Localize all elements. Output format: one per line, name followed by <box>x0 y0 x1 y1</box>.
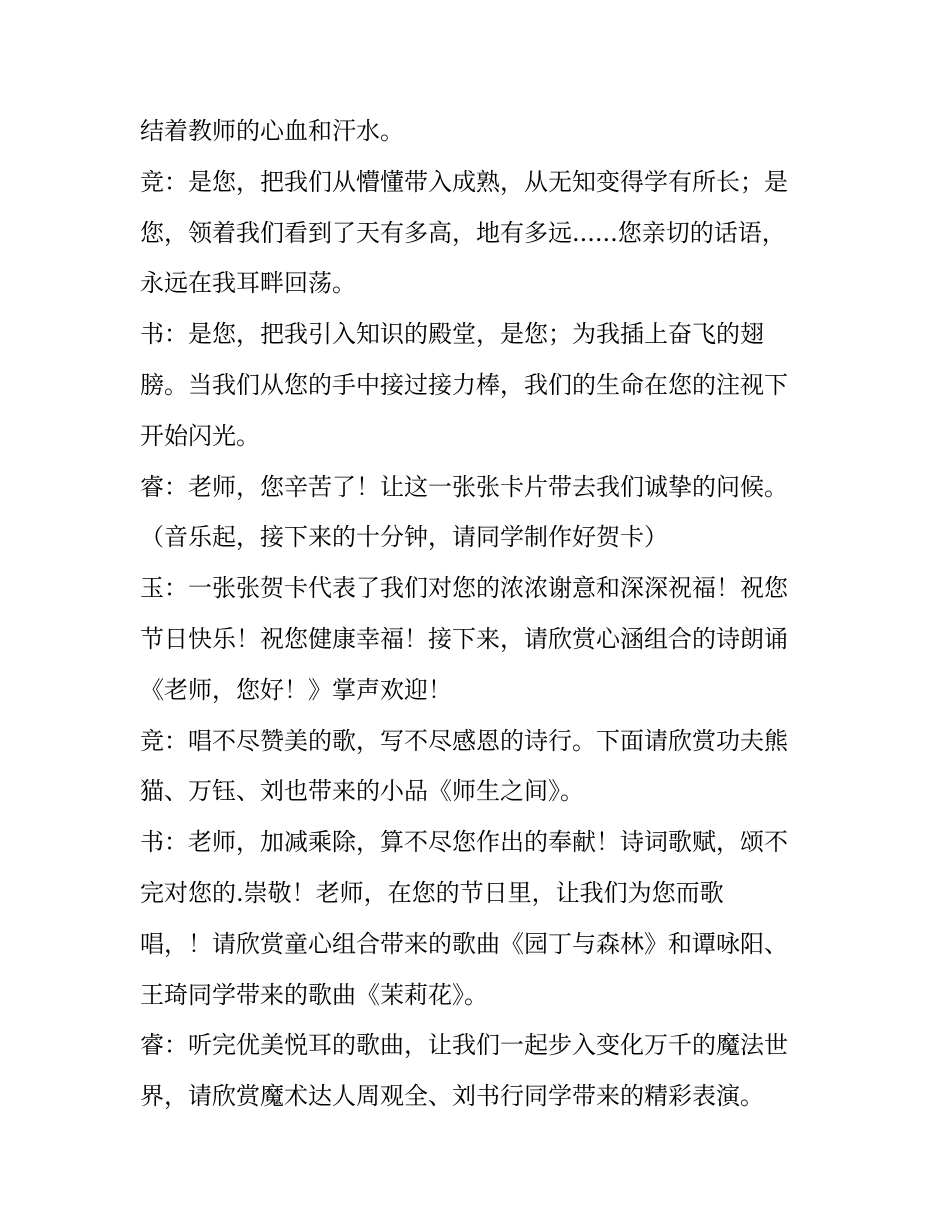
text-line: 猫、万钰、刘也带来的小品《师生之间》。 <box>140 777 584 806</box>
text-line: 结着教师的心血和汗水。 <box>140 117 404 145</box>
text-line: 睿：听完优美悦耳的歌曲，让我们一起步入变化万千的魔法世 <box>140 1031 788 1060</box>
text-line: 书：老师，加减乘除，算不尽您作出的奉献！诗词歌赋，颂不 <box>140 828 788 857</box>
text-line: 王琦同学带来的歌曲《茉莉花》。 <box>140 980 488 1009</box>
text-line: 唱，！请欣赏童心组合带来的歌曲《园丁与森林》和谭咏阳、 <box>140 929 788 958</box>
text-line: 书：是您，把我引入知识的殿堂，是您；为我插上奋飞的翅 <box>140 320 764 349</box>
text-line: 膀。当我们从您的手中接过接力棒，我们的生命在您的注视下 <box>140 370 788 399</box>
text-line: 玉：一张张贺卡代表了我们对您的浓浓谢意和深深祝福！祝您 <box>140 574 788 603</box>
text-line: 永远在我耳畔回荡。 <box>140 269 356 298</box>
text-line: 开始闪光。 <box>140 421 260 450</box>
text-line: （音乐起，接下来的十分钟，请同学制作好贺卡） <box>140 523 668 552</box>
text-line: 竞：是您，把我们从懵懂带入成熟，从无知变得学有所长；是 <box>140 167 788 196</box>
text-line: 节日快乐！祝您健康幸福！接下来，请欣赏心涵组合的诗朗诵 <box>140 624 788 653</box>
text-line: 界，请欣赏魔术达人周观全、刘书行同学带来的精彩表演。 <box>140 1082 764 1111</box>
text-line: 您，领着我们看到了天有多高，地有多远......您亲切的话语， <box>140 218 786 247</box>
text-line: 竞：唱不尽赞美的歌，写不尽感恩的诗行。下面请欣赏功夫熊 <box>140 726 788 755</box>
text-line: 《老师，您好！》掌声欢迎！ <box>140 675 452 704</box>
document-body <box>140 106 820 1122</box>
text-line: 睿：老师，您辛苦了！让这一张张卡片带去我们诚挚的问候。 <box>140 472 788 501</box>
text-line: 完对您的.崇敬！老师，在您的节日里，让我们为您而歌 <box>140 878 724 907</box>
